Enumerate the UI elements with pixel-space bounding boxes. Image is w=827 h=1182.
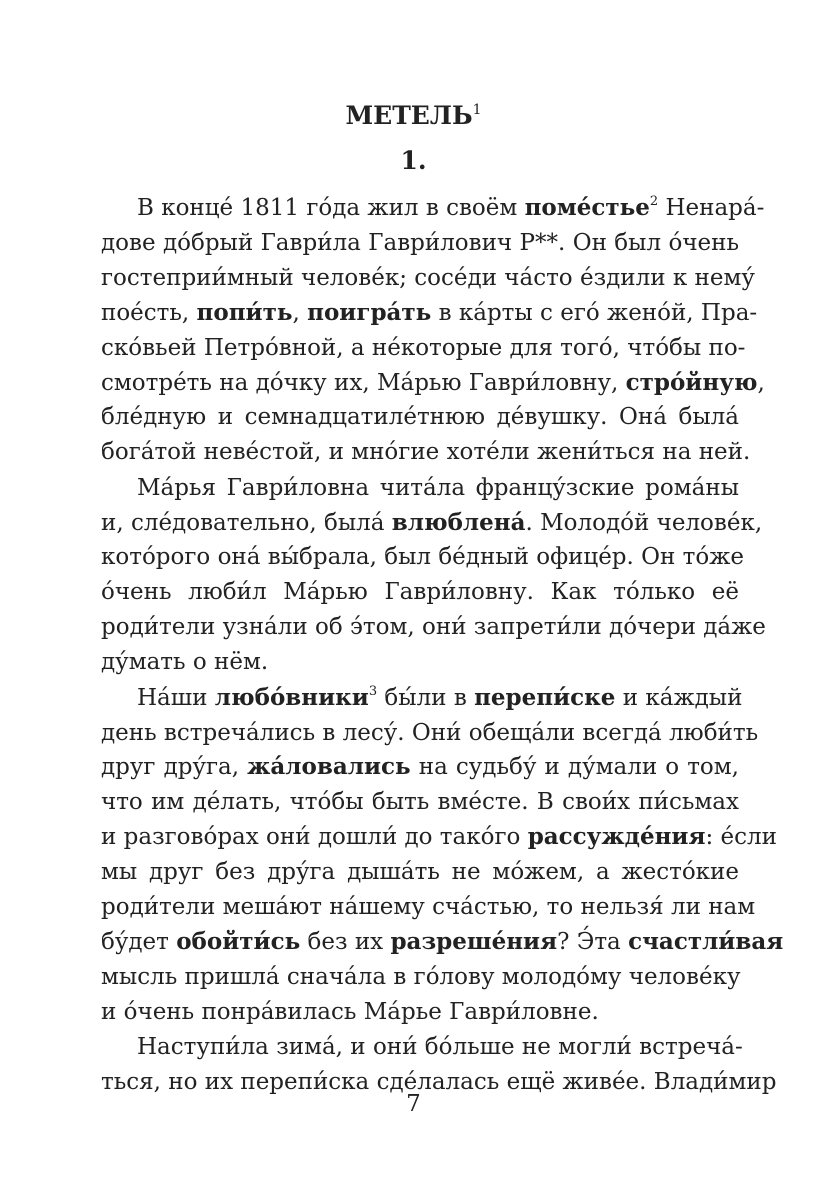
vocab-word: перепи́ске	[474, 684, 616, 711]
text-segment: роди́тели меша́ют на́шему сча́стью, то нельзя́ ли нам	[101, 894, 756, 920]
vocab-word: попи́ть	[196, 299, 293, 326]
text-segment: пое́сть,	[101, 300, 197, 326]
text-segment: бу́дет	[101, 929, 177, 955]
footnote-ref: 2	[649, 194, 659, 209]
text-segment: мы друг без дру́га дыша́ть не мо́жем, а жесто́кие	[101, 859, 739, 885]
text-line	[101, 750, 739, 784]
text-segment: бога́той неве́стой, и мно́гие хоте́ли жени́ться на ней.	[101, 439, 751, 465]
page-number: 7	[406, 1091, 421, 1117]
text-segment: Ма́рья Гаври́ловна чита́ла францу́зские рома́ны	[137, 475, 739, 501]
vocab-word: рассужде́ния	[527, 823, 706, 850]
text-line	[101, 435, 751, 469]
text-segment: без их	[300, 929, 391, 955]
text-segment: на судьбу́ и ду́мали о том,	[410, 754, 739, 780]
text-segment: и ка́ждый	[615, 685, 743, 711]
text-segment: друг дру́га,	[101, 754, 248, 780]
text-segment: в ка́рты с его́ жено́й, Пра-	[431, 300, 758, 326]
vocab-word: любо́вники	[214, 684, 369, 711]
text-line	[101, 506, 763, 540]
text-segment: дове до́брый Гаври́ла Гаври́лович Р**. Он был о́чень	[101, 230, 739, 256]
text-line	[137, 191, 765, 225]
text-segment: роди́тели узна́ли об э́том, они́ запрети́ли до́чери да́же	[101, 614, 766, 640]
text-segment: : е́сли	[705, 824, 777, 850]
text-line	[137, 1030, 743, 1064]
text-line	[137, 471, 739, 505]
text-line	[101, 261, 755, 295]
text-segment: Наступи́ла зима́, и они́ бо́льше не могли́ встреча́-	[137, 1034, 743, 1060]
text-segment: и о́чень понра́вилась Ма́рье Гаври́ловне.	[101, 999, 599, 1025]
text-line	[101, 366, 765, 400]
text-line	[101, 400, 739, 434]
text-line	[101, 331, 746, 365]
text-line	[101, 540, 744, 574]
text-segment: кото́рого она́ вы́брала, был бе́дный офице́р. Он то́же	[101, 544, 744, 570]
vocab-word: стро́йную	[625, 369, 758, 396]
text-segment: ско́вьей Петро́вной, а не́которые для того́, что́бы по-	[101, 335, 746, 361]
text-segment: гостеприи́мный челове́к; сосе́ди ча́сто е́здили к нему́	[101, 265, 755, 291]
text-segment: смотре́ть на до́чку их, Ма́рью Гаври́ловну,	[101, 370, 626, 396]
page-title	[0, 94, 827, 132]
text-segment: ду́мать о нём.	[101, 649, 269, 675]
text-segment: На́ши	[137, 685, 215, 711]
text-segment: мысль пришла́ снача́ла в го́лову молодо́му челове́ку	[101, 964, 741, 990]
text-segment: ться, но их перепи́ска сде́лалась ещё живе́е. Влади́мир	[101, 1069, 777, 1095]
text-line	[101, 820, 777, 854]
text-segment: день встреча́лись в лесу́. Они́ обеща́ли всегда́ люби́ть	[101, 720, 759, 746]
text-line	[137, 681, 743, 715]
vocab-word: влюблена́	[391, 509, 526, 536]
text-line	[101, 610, 766, 644]
text-segment: о́чень люби́л Ма́рью Гаври́ловну. Как то́лько её	[101, 579, 739, 605]
text-segment: и, сле́довательно, была́	[101, 510, 392, 536]
vocab-word: жа́ловались	[247, 753, 411, 780]
text-line	[101, 716, 759, 750]
text-segment: . Молодо́й челове́к,	[525, 510, 763, 536]
title-footnote-ref: 1	[472, 102, 482, 118]
text-segment: ,	[292, 300, 308, 326]
vocab-word: обойти́сь	[176, 928, 301, 955]
text-line	[101, 785, 739, 819]
text-line	[101, 226, 739, 260]
text-segment: бы́ли в	[377, 685, 475, 711]
text-segment: Ненара́-	[658, 195, 765, 221]
title-text: МЕТЕЛЬ	[345, 101, 473, 130]
vocab-word: поме́стье	[524, 194, 650, 221]
text-line	[101, 855, 739, 889]
text-segment: и разгово́рах они́ дошли́ до тако́го	[101, 824, 528, 850]
text-line	[101, 890, 756, 924]
text-line	[101, 995, 739, 1029]
chapter-heading: 1.	[400, 146, 427, 175]
footnote-ref: 3	[368, 684, 378, 699]
text-segment: бле́дную и семнадцатиле́тнюю де́вушку. Она́ была́	[101, 404, 739, 430]
text-segment: ,	[757, 370, 765, 396]
vocab-word: счастли́вая	[628, 928, 784, 955]
vocab-word: поигра́ть	[307, 299, 432, 326]
text-line	[101, 575, 739, 609]
text-line	[101, 925, 784, 959]
text-line	[101, 645, 739, 679]
text-line	[101, 296, 758, 330]
text-segment: В конце́ 1811 го́да жил в своём	[137, 195, 525, 221]
text-line	[101, 960, 739, 994]
text-segment: что им де́лать, что́бы быть вме́сте. В свои́х пи́сьмах	[101, 789, 739, 815]
vocab-word: разреше́ния	[390, 928, 558, 955]
text-segment: ? Э́та	[557, 929, 629, 955]
